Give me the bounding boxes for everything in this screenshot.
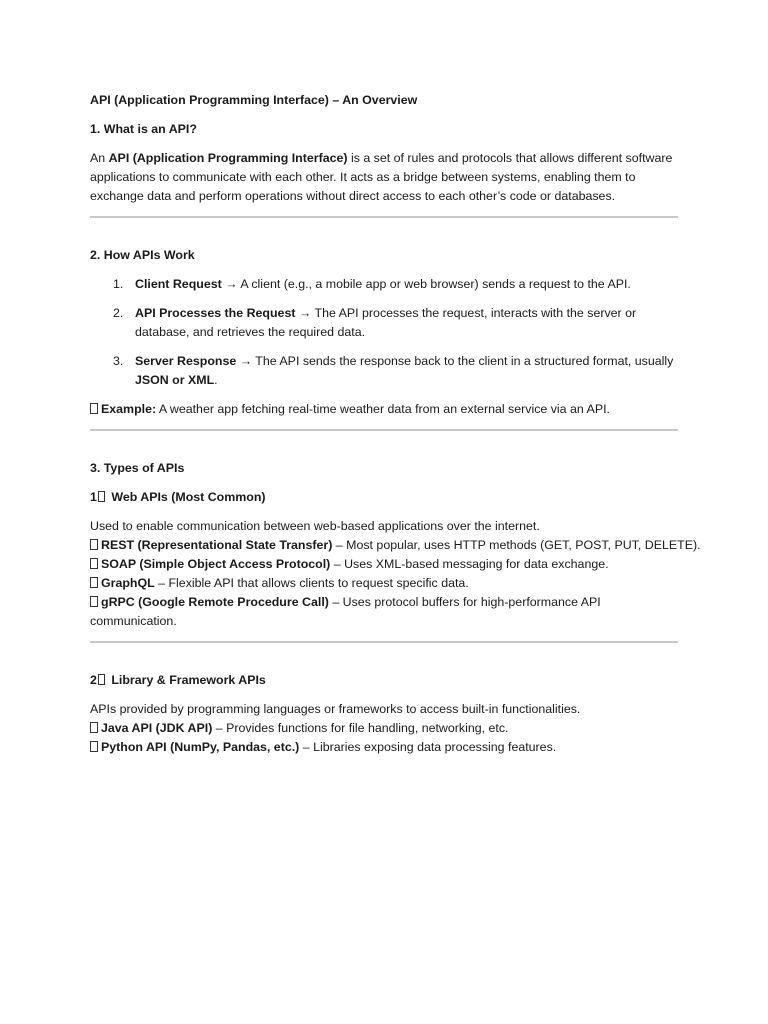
section-heading-types-of-apis: 3. Types of APIs <box>90 461 185 475</box>
text: is a set of rules and protocols that allows different software <box>347 151 673 165</box>
document-body <box>90 91 701 757</box>
list-item-term: gRPC (Google Remote Procedure Call) <box>101 595 329 609</box>
list-item-text: . <box>214 373 218 387</box>
list-item <box>90 275 680 294</box>
list-item-text: – Uses XML-based messaging for data exchange. <box>330 557 609 571</box>
list-item-text: – Most popular, uses HTTP methods (GET, POST, PUT, DELETE). <box>332 538 701 552</box>
bold-term: API (Application Programming Interface) <box>108 151 348 165</box>
example-label: Example: <box>101 402 157 416</box>
list-number: 1. <box>113 277 124 291</box>
missing-glyph-icon <box>98 491 105 502</box>
list-item <box>90 719 680 738</box>
paragraph-definition <box>90 149 680 168</box>
list-item-term: SOAP (Simple Object Access Protocol) <box>101 557 331 571</box>
list-item-term: Java API (JDK API) <box>101 721 213 735</box>
list-item <box>90 574 680 593</box>
missing-glyph-icon <box>90 722 98 733</box>
list-item-term: Client Request <box>135 277 222 291</box>
list-item <box>90 738 680 757</box>
list-number: 3. <box>113 354 124 368</box>
example-text: A weather app fetching real-time weather data from an external service via an API. <box>156 402 610 416</box>
list-item-term: Server Response <box>135 354 237 368</box>
list-number: 2. <box>113 306 124 320</box>
horizontal-divider <box>90 216 678 218</box>
library-apis-intro: APIs provided by programming languages or frameworks to access built-in functionalities. <box>90 702 581 716</box>
list-item <box>90 593 680 612</box>
list-item <box>90 304 680 342</box>
list-item <box>90 352 680 390</box>
paragraph-line: exchange data and perform operations without direct access to each other’s code or databases. <box>90 189 616 203</box>
example-line <box>90 400 680 419</box>
list-item-term: Python API (NumPy, Pandas, etc.) <box>101 740 300 754</box>
section-heading-how-apis-work: 2. How APIs Work <box>90 248 195 262</box>
subsection-heading-library-apis <box>90 671 680 690</box>
document-title: API (Application Programming Interface) – An Overview <box>90 93 418 107</box>
subsection-number: 1 <box>90 490 97 504</box>
list-item-text: database, and retrieves the required data. <box>135 325 366 339</box>
list-item-term: API Processes the Request <box>135 306 296 320</box>
list-item-term: REST (Representational State Transfer) <box>101 538 333 552</box>
list-item-text: – Flexible API that allows clients to request specific data. <box>154 576 469 590</box>
list-item <box>90 536 701 555</box>
missing-glyph-icon <box>90 596 98 607</box>
list-item-text: → A client (e.g., a mobile app or web browser) sends a request to the API. <box>221 277 631 291</box>
how-it-works-list <box>90 275 680 390</box>
missing-glyph-icon <box>90 741 98 752</box>
missing-glyph-icon <box>90 539 98 550</box>
missing-glyph-icon <box>90 403 98 414</box>
subsection-heading-web-apis <box>90 488 680 507</box>
list-item-term: GraphQL <box>101 576 155 590</box>
horizontal-divider <box>90 641 678 643</box>
paragraph-line: applications to communicate with each other. It acts as a bridge between systems, enabling them to <box>90 170 636 184</box>
list-item-continuation: communication. <box>90 614 177 628</box>
list-item-text: → The API sends the response back to the client in a structured format, usually <box>236 354 674 368</box>
horizontal-divider <box>90 429 678 431</box>
web-apis-intro: Used to enable communication between web-based applications over the internet. <box>90 519 540 533</box>
subsection-number: 2 <box>90 673 97 687</box>
missing-glyph-icon <box>90 577 98 588</box>
list-item-text: – Libraries exposing data processing features. <box>299 740 557 754</box>
list-item-text: – Provides functions for file handling, networking, etc. <box>212 721 509 735</box>
section-heading-what-is-api: 1. What is an API? <box>90 122 197 136</box>
subsection-title: Web APIs (Most Common) <box>107 490 266 504</box>
missing-glyph-icon <box>90 558 98 569</box>
missing-glyph-icon <box>98 674 105 685</box>
list-item-text: – Uses protocol buffers for high-performance API <box>328 595 601 609</box>
list-item-term: JSON or XML <box>135 373 215 387</box>
list-item <box>90 555 680 574</box>
text: An <box>90 151 109 165</box>
subsection-title: Library & Framework APIs <box>107 673 266 687</box>
list-item-text: → The API processes the request, interacts with the server or <box>295 306 637 320</box>
